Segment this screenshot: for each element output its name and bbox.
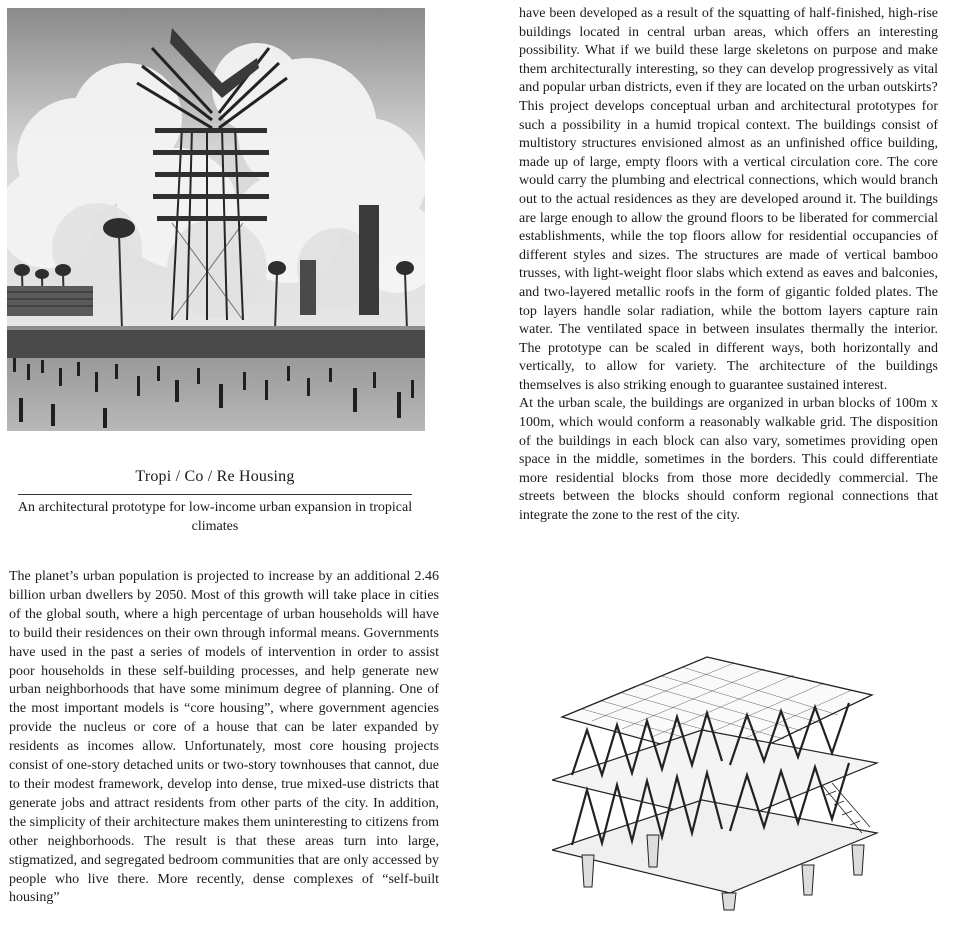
body-paragraph: have been developed as a result of the squatting of half-finished, high-rise buildings located in central urban areas, which offers an interesting possibility. What if we build these large skeletons on purpose and make them architecturally interesting, so they can develop progressively as vital and popular urban districts, even if they are located on the urban outskirts? [519,6,938,96]
right-column-text [519,5,938,526]
tower-rendering-image [7,8,425,431]
project-subtitle: An architectural prototype for low-income urban expansion in tropical climates [17,500,413,534]
left-column-text [9,568,439,908]
body-paragraph: At the urban scale, the buildings are organized in urban blocks of 100m x 100m, which would conform a reasonably walkable grid. The disposition of the buildings in each block can also vary, sometimes providing open space in the middle, sometimes in the borders. This could differentiate more residential blocks from those more decidedly commercial. The streets between the blocks should conform regional connections that integrate the zone to the rest of the city. [519,396,938,524]
title-divider [18,494,412,495]
project-title: Tropi / Co / Re Housing [135,468,295,485]
structure-axonometric-drawing [552,655,882,913]
body-paragraph: This project develops conceptual urban and architectural prototypes for such a possibility in a humid tropical context. The buildings consist of multistory structures envisioned almost as an unfinished office building, made up of large, empty floors with a vertical circulation core. The core would carry the plumbing and electrical connections, which would branch out to the actual residences as they are developed around it. The buildings are large enough to allow the ground floors to be liberated for commercial establishments, while the top floors allow for residential occupancies of different styles and sizes. The structures are made of vertical bamboo trusses, with light-weight floor slabs which extend as eaves and balconies, and two-layered metallic roofs in the form of gigantic folded plates. The top layers handle solar radiation, while the bottom layers capture rain water. The ventilated space in between insulates thermally the interior. The prototype can be scaled in different ways, both horizontally and vertically, to allow for variety. The architecture of the buildings themselves is also striking enough to guarantee sustained interest. [519,98,938,393]
body-paragraph: The planet’s urban population is projected to increase by an additional 2.46 billion urban dwellers by 2050. Most of this growth will take place in cities of the global south, where a high percentage of urban households will have to build their residences on their own through informal means. Governments have used in the past a series of models of intervention in order to assist poor households in these self-building processes, and help generate new urban neighborhoods that have some minimum degree of planning. One of the most important models is “core housing”, where government agencies provide the nucleus or core of a house that can be later expanded by residents as incomes allow. Unfortunately, most core housing projects consist of one-story detached units or two-story townhouses that cannot, due to their modest framework, develop into dense, true mixed-use districts that generate jobs and attract residents from other parts of the city. In addition, the simplicity of their architecture makes them uninteresting to citizens from other neighborhoods. The result is that these areas turn into large, stigmatized, and segregated bedroom communities that are only accessed by people who live there. More recently, dense complexes of “self-built housing” [9,569,439,906]
